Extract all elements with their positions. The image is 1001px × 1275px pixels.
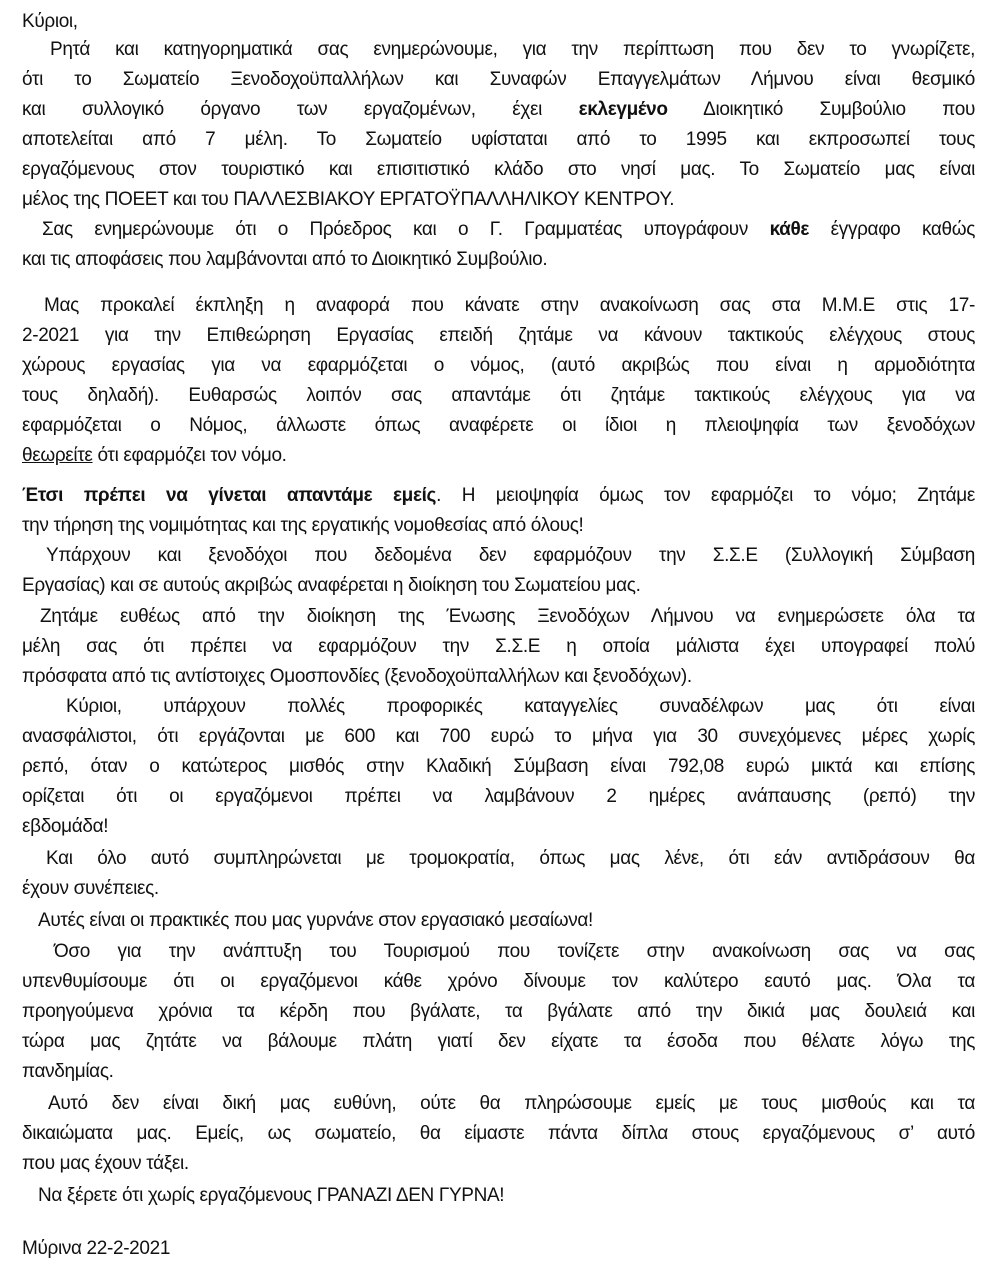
line-text: αποτελείται από 7 μέλη. Το Σωματείο υφίσταται από το 1995 και εκπροσωπεί τους [22,129,975,150]
body-line [22,877,159,901]
body-line [22,98,975,122]
line-text: πρόσφατα από τις αντίστοιχες Ομοσπονδίες (ξενοδοχοϋπαλλήλων και ξενοδόχων). [22,666,692,687]
body-line [22,970,975,994]
body-line [38,909,593,933]
body-line [42,218,975,242]
line-text: . Η μειοψηφία όμως τον εφαρμόζει το νόμο; Ζητάμε [436,485,975,506]
line-text: τώρα μας ζητάτε να βάλουμε πλάτη γιατί δεν είχατε τα έσοδα που θέλατε λόγω της [22,1031,975,1052]
body-line [22,188,674,212]
line-text: έγγραφο καθώς [809,219,976,240]
emphasis-bold: εκλεγμένο [578,99,668,120]
line-text: ορίζεται ότι οι εργαζόμενοι πρέπει να λαμβάνουν 2 ημέρες ανάπαυσης (ρεπό) την [22,786,975,807]
body-line [22,665,692,689]
line-text: προηγούμενα χρόνια τα κέρδη που βγάλατε, τα βγάλατε από την δικιά μας δουλειά και [22,1001,975,1022]
body-line [22,354,975,378]
body-line [22,158,975,182]
line-text: τους δηλαδή). Ευθαρσώς λοιπόν σας απαντάμε ότι ζητάμε τακτικούς ελέγχους για να [22,385,975,406]
body-line [22,815,108,839]
body-line [22,248,547,272]
line-text: μέλη σας ότι πρέπει να εφαρμόζουν την Σ.Σ.Ε η οποία μάλιστα έχει υπογραφεί πολύ [22,636,975,657]
body-line [22,514,583,538]
body-line [22,1030,975,1054]
line-text: Εργασίας) και σε αυτούς ακριβώς αναφέρεται η διοίκηση του Σωματείου μας. [22,575,641,596]
line-text: την τήρηση της νομιμότητας και της εργατικής νομοθεσίας από όλους! [22,515,584,536]
emphasis-underline: θεωρείτε [22,445,93,466]
body-line [50,38,975,62]
line-text: πανδημίας. [22,1061,114,1082]
body-line [22,635,975,659]
body-line [22,128,975,152]
place-date: Μύρινα 22-2-2021 [22,1238,171,1259]
line-text: Κύριοι, υπάρχουν πολλές προφορικές καταγγελίες συναδέλφων μας ότι είναι [66,696,975,717]
body-line [22,785,975,809]
body-line [22,324,975,348]
line-text: Αυτό δεν είναι δική μας ευθύνη, ούτε θα πληρώσουμε εμείς με τους μισθούς και τα [48,1093,975,1114]
emphasis-bold: κάθε [769,219,810,240]
body-line [22,484,975,508]
line-text: που μας έχουν τάξει. [22,1153,189,1174]
line-text: δικαιώματα μας. Εμείς, ως σωματείο, θα είμαστε πάντα δίπλα στους εργαζόμενους σ’ αυτό [22,1123,975,1144]
line-text: και συλλογικό όργανο των εργαζομένων, έχει [22,99,579,120]
body-line [22,755,975,779]
body-line [22,1152,189,1176]
line-text: Και όλο αυτό συμπληρώνεται με τρομοκρατία, όπως μας λένε, ότι εάν αντιδράσουν θα [46,848,975,869]
line-text: Ρητά και κατηγορηματικά σας ενημερώνουμε, για την περίπτωση που δεν το γνωρίζετε, [50,39,975,60]
emphasis-bold: Έτσι πρέπει να γίνεται απαντάμε εμείς [22,485,437,506]
body-line [22,68,975,92]
line-text: Αυτές είναι οι πρακτικές που μας γυρνάνε στον εργασιακό μεσαίωνα! [38,910,593,931]
body-line [46,544,975,568]
line-text: Υπάρχουν και ξενοδόχοι που δεδομένα δεν εφαρμόζουν την Σ.Σ.Ε (Συλλογική Σύμβαση [46,545,975,566]
line-text: εργαζόμενους στον τουριστικό και επισιτιστικό κλάδο στο νησί μας. Το Σωματείο μας είναι [22,159,975,180]
body-line [22,414,975,438]
line-text: εφαρμόζεται ο Νόμος, άλλωστε όπως αναφέρετε οι ίδιοι η πλειοψηφία των ξενοδόχων [22,415,975,436]
line-text: Όσο για την ανάπτυξη του Τουρισμού που τονίζετε στην ανακοίνωση σας να σας [54,941,975,962]
line-text: Να ξέρετε ότι χωρίς εργαζόμενους ΓΡΑΝΑΖΙ ΔΕΝ ΓΥΡΝΑ! [38,1185,505,1206]
line-text: Διοικητικό Συμβούλιο που [667,99,975,120]
line-text: έχουν συνέπειες. [22,878,159,899]
line-text: εβδομάδα! [22,816,109,837]
line-text: μέλος της ΠΟΕΕΤ και του ΠΑΛΛΕΣΒΙΑΚΟΥ ΕΡΓΑΤΟΫΠΑΛΛΗΛΙΚΟΥ ΚΕΝΤΡΟΥ. [22,189,675,210]
body-line [22,574,641,598]
line-text: ανασφάλιστοι, ότι εργάζονται με 600 και 700 ευρώ το μήνα για 30 συνεχόμενες μέρες χωρίς [22,726,975,747]
body-line [22,1000,975,1024]
line-text: ότι εφαρμόζει τον νόμο. [92,445,287,466]
body-line [22,725,975,749]
body-line [48,1092,975,1116]
line-text: χώρους εργασίας για να εφαρμόζεται ο νόμος, (αυτό ακριβώς που είναι η αρμοδιότητα [22,355,975,376]
body-line [22,1122,975,1146]
line-text: Σας ενημερώνουμε ότι ο Πρόεδρος και ο Γ. Γραμματέας υπογράφουν [42,219,770,240]
body-line [54,940,975,964]
body-line [22,1060,114,1084]
line-text: υπενθυμίσουμε ότι οι εργαζόμενοι κάθε χρόνο δίνουμε τον καλύτερο εαυτό μας. Όλα τα [22,971,975,992]
line-text: και τις αποφάσεις που λαμβάνονται από το Διοικητικό Συμβούλιο. [22,249,548,270]
salutation: Κύριοι, [22,11,78,32]
line-text: Ζητάμε ευθέως από την διοίκηση της Ένωσης Ξενοδόχων Λήμνου να ενημερώσετε όλα τα [40,606,975,627]
line-text: ότι το Σωματείο Ξενοδοχοϋπαλλήλων και Συναφών Επαγγελμάτων Λήμνου είναι θεσμικό [22,69,975,90]
body-line [22,384,975,408]
body-line [22,444,287,468]
line-text: ρεπό, όταν ο κατώτερος μισθός στην Κλαδική Σύμβαση είναι 792,08 ευρώ μικτά και επίσης [22,756,975,777]
line-text: Μας προκαλεί έκπληξη η αναφορά που κάνατε στην ανακοίνωση σας στα Μ.Μ.Ε στις 17- [44,295,975,316]
body-line [46,847,975,871]
body-line [38,1184,504,1208]
body-line [66,695,975,719]
body-line [40,605,975,629]
line-text: 2-2021 για την Επιθεώρηση Εργασίας επειδή ζητάμε να κάνουν τακτικούς ελέγχους στους [22,325,975,346]
body-line [44,294,975,318]
